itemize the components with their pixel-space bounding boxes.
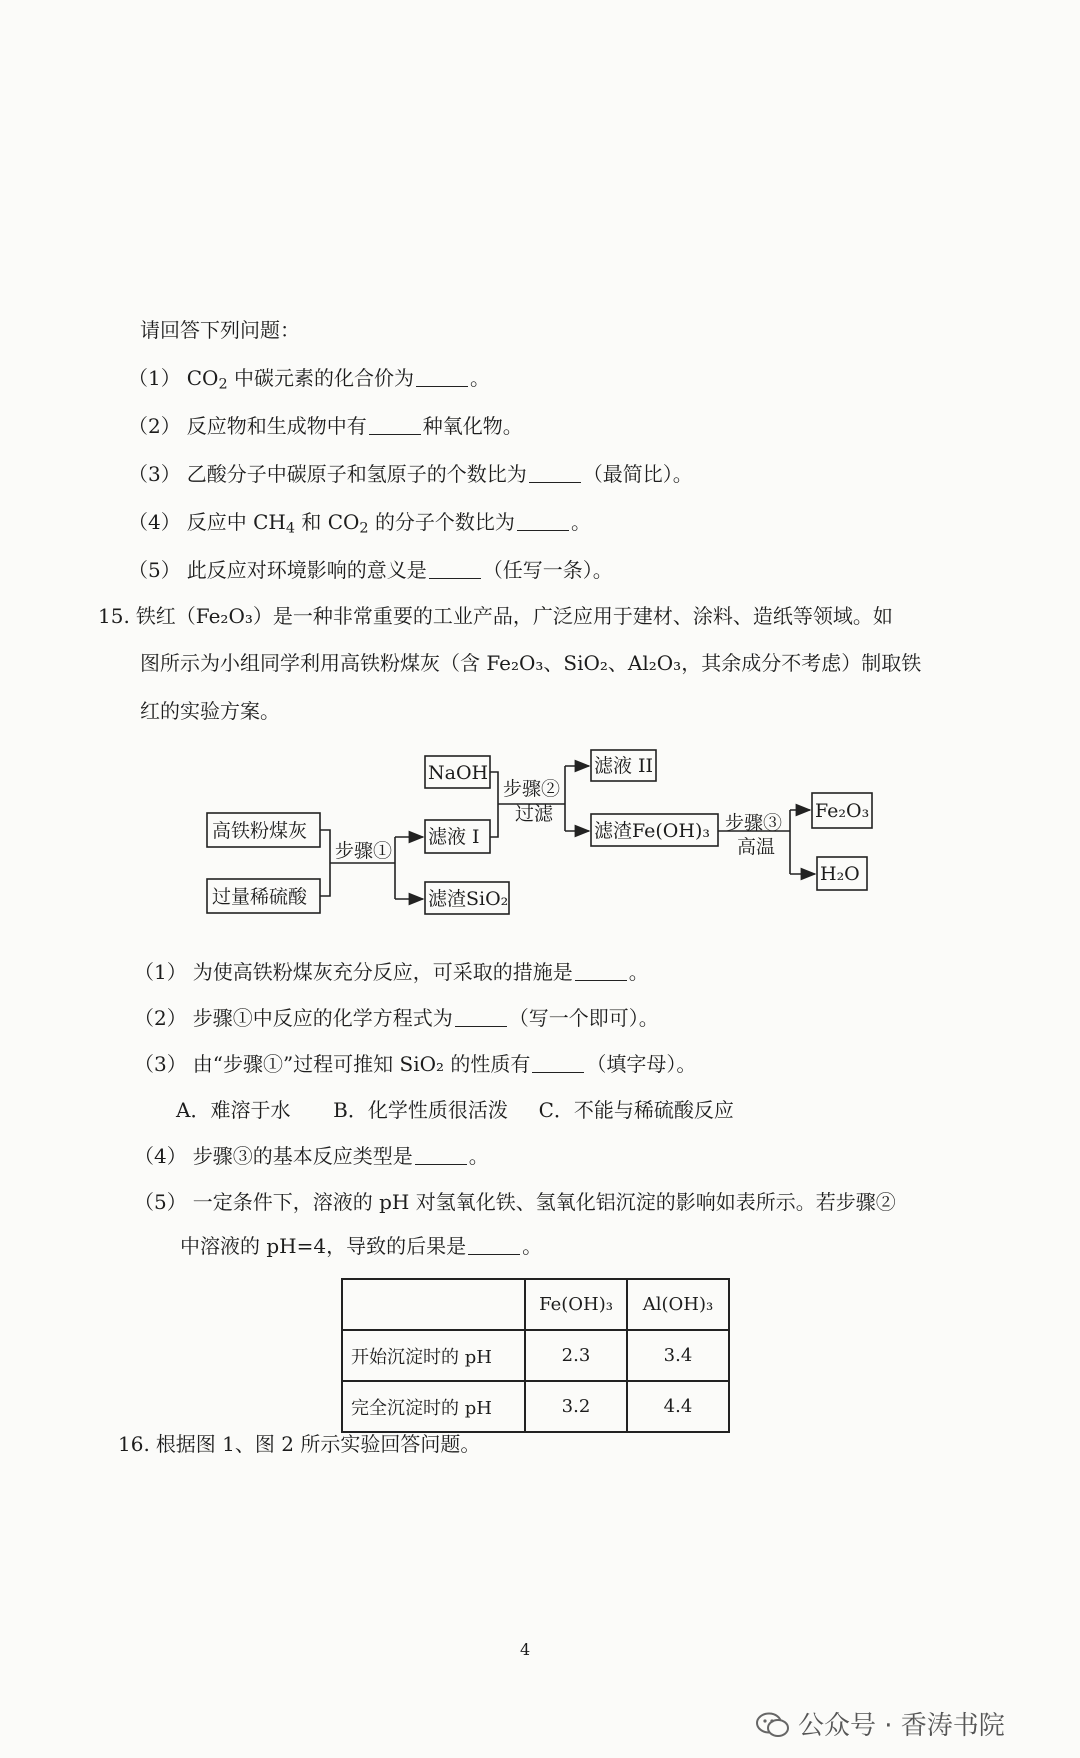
table-row	[342, 1330, 729, 1381]
q15-question-2: （2） 步骤①中反应的化学方程式为 （写一个即可）。	[134, 1006, 659, 1030]
q15-line-2: 图所示为小组同学利用高铁粉煤灰（含 Fe₂O₃、SiO₂、Al₂O₃，其余成分不考虑）制取铁	[140, 651, 922, 675]
label-filtrate1: 滤液 I	[428, 826, 480, 848]
watermark: 公众号 · 香涛书院	[756, 1705, 1005, 1742]
label-naoh: NaOH	[428, 762, 489, 784]
q15-question-3-options	[176, 1096, 734, 1124]
label-h2o: H₂O	[820, 863, 860, 885]
answer-blank	[415, 1146, 467, 1165]
q14-item-5: （5） 此反应对环境影响的意义是 （任写一条）。	[128, 558, 613, 582]
ph-table	[341, 1278, 730, 1433]
q14-item-2: （2） 反应物和生成物中有 种氧化物。	[128, 414, 523, 438]
table-cell: 完全沉淀时的 pH	[342, 1381, 525, 1432]
table-header-cell: Al(OH)₃	[627, 1279, 729, 1330]
option-b: B．化学性质很活泼	[333, 1098, 508, 1122]
label-step2: 步骤②	[503, 778, 561, 800]
q15-line-3: 红的实验方案。	[140, 699, 280, 723]
label-residue-feoh3: 滤渣Fe(OH)₃	[594, 820, 710, 842]
table-cell: 3.4	[627, 1330, 729, 1381]
option-a: A．难溶于水	[176, 1098, 291, 1122]
label-filter: 过滤	[515, 803, 554, 825]
table-cell: 3.2	[525, 1381, 627, 1432]
label-step1: 步骤①	[335, 840, 393, 862]
table-header-cell	[342, 1279, 525, 1330]
q14-item-1: （1） $CO_2$ 中碳元素的化合价为 。	[128, 366, 490, 393]
option-c: C．不能与稀硫酸反应	[538, 1098, 734, 1122]
q16-line: 16. 根据图 1、图 2 所示实验回答问题。	[118, 1432, 481, 1456]
page-number: 4	[520, 1640, 531, 1659]
label-filtrate2: 滤液 II	[594, 755, 654, 777]
label-high-temp: 高温	[737, 836, 776, 858]
answer-blank	[468, 1236, 520, 1255]
q15-question-3: （3） 由“步骤①”过程可推知 SiO₂ 的性质有 （填字母）。	[134, 1052, 697, 1076]
q15-question-5-line-2: 中溶液的 pH=4，导致的后果是 。	[180, 1234, 543, 1258]
answer-blank	[532, 1054, 584, 1073]
answer-blank	[575, 962, 627, 981]
label-acid: 过量稀硫酸	[212, 886, 308, 908]
wechat-icon	[756, 1712, 790, 1738]
q14-item-3: （3） 乙酸分子中碳原子和氢原子的个数比为 （最简比）。	[128, 462, 693, 486]
q15-question-1: （1） 为使高铁粉煤灰充分反应，可采取的措施是 。	[134, 960, 649, 984]
q15-question-5: （5） 一定条件下，溶液的 pH 对氢氧化铁、氢氧化铝沉淀的影响如表所示。若步骤②	[134, 1190, 896, 1214]
answer-blank	[455, 1008, 507, 1027]
table-cell: 4.4	[627, 1381, 729, 1432]
q15-line-1: 15. 铁红（Fe₂O₃）是一种非常重要的工业产品，广泛应用于建材、涂料、造纸等领域。如	[98, 604, 893, 628]
label-step3: 步骤③	[725, 812, 783, 834]
table-header-cell: Fe(OH)₃	[525, 1279, 627, 1330]
q15-question-4: （4） 步骤③的基本反应类型是 。	[134, 1144, 489, 1168]
table-cell: 开始沉淀时的 pH	[342, 1330, 525, 1381]
q14-intro: 请回答下列问题：	[140, 318, 300, 342]
table-row	[342, 1381, 729, 1432]
table-header-row	[342, 1279, 729, 1330]
label-ash: 高铁粉煤灰	[212, 820, 308, 842]
label-fe2o3: Fe₂O₃	[815, 800, 870, 822]
q14-item-4: （4） 反应中 $CH_4$ 和 $CO_2$ 的分子个数比为 。	[128, 510, 591, 537]
label-residue-sio2: 滤渣SiO₂	[428, 888, 509, 910]
table-cell: 2.3	[525, 1330, 627, 1381]
bracket-step1-inputs	[320, 830, 330, 896]
bracket-step2-inputs	[490, 772, 498, 837]
